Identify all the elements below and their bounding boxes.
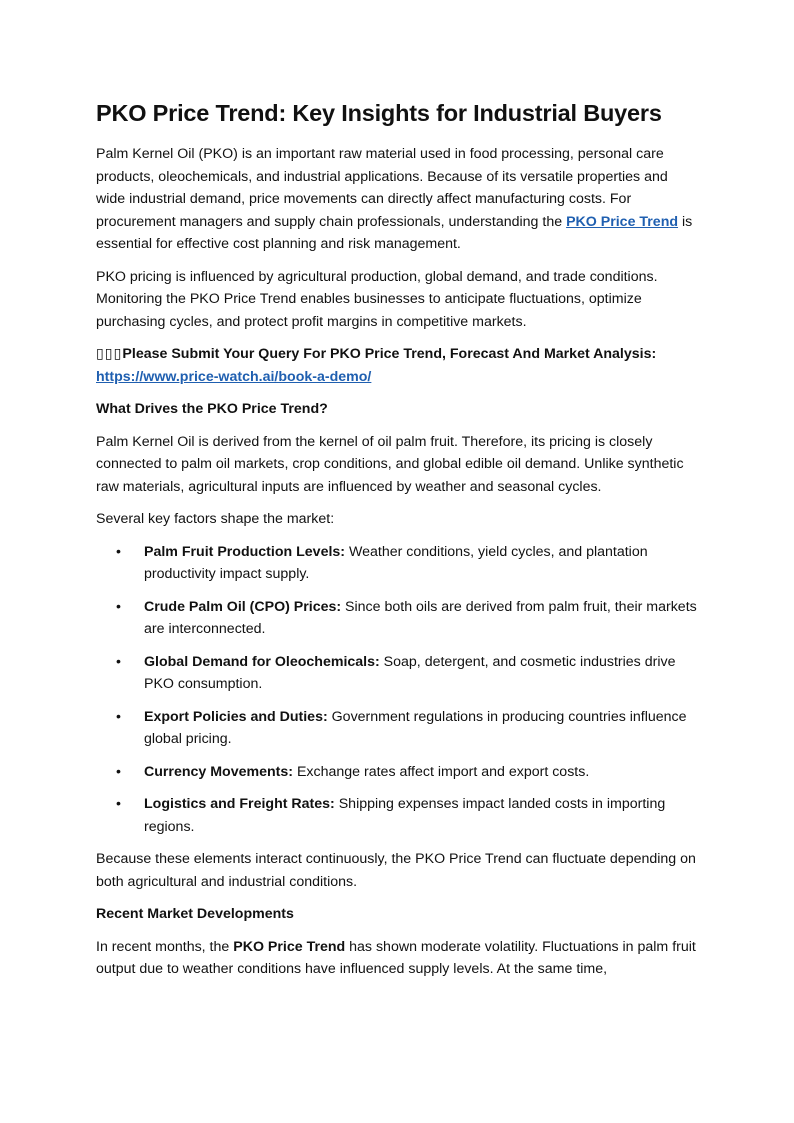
list-item-desc: Soap, detergent, and cosmetic industries drive PKO consumption. [144,653,676,692]
intro-text-end: is essential for effective cost planning and risk management. [96,213,693,252]
bullet-icon: • [116,708,121,725]
list-item-term: Export Policies and Duties: [144,708,328,725]
drivers-paragraph: Palm Kernel Oil is derived from the kernel of oil palm fruit. Therefore, its pricing is closely connected to palm oil markets, crop conditions, and global edible oil demand. Unlike synthetic raw materials, agricultural inputs are influenced by weather and seasonal cycles. [96,433,684,495]
list-item [96,761,698,784]
cta-label: Please Submit Your Query For PKO Price Trend, Forecast And Market Analysis: [122,346,657,362]
section-heading-drivers: What Drives the PKO Price Trend? [96,401,328,417]
factors-list [96,541,698,839]
list-item-desc: Since both oils are derived from palm fruit, their markets are interconnected. [144,598,697,637]
list-item-term: Palm Fruit Production Levels: [144,543,346,560]
bullet-icon: • [116,796,121,812]
list-item-term: Logistics and Freight Rates: [144,796,335,812]
recent-text-end: has shown moderate volatility. Fluctuations in palm fruit output due to weather conditions have influenced supply levels. At the same time, [96,938,696,977]
list-item [96,541,698,586]
list-item [96,651,698,696]
list-item [96,596,698,641]
list-item-term: Global Demand for Oleochemicals: [144,653,380,670]
list-item-desc: Exchange rates affect import and export costs. [293,763,590,780]
list-item-term: Crude Palm Oil (CPO) Prices: [144,598,342,615]
bullet-icon: • [116,543,121,560]
bullet-icon: • [116,763,121,780]
document-body [96,98,698,991]
recent-paragraph [96,936,698,981]
recent-text: In recent months, the [96,938,234,955]
list-item-desc: Weather conditions, yield cycles, and plantation productivity impact supply. [144,543,648,582]
recent-bold-term: PKO Price Trend [233,938,346,955]
book-demo-url-link[interactable]: https://www.price-watch.ai/book-a-demo/ [96,368,372,385]
section-heading-recent: Recent Market Developments [96,906,294,922]
intro-paragraph [96,143,698,256]
bullet-icon: • [116,598,121,615]
list-item-term: Currency Movements: [144,763,294,780]
drivers-closing: Because these elements interact continuously, the PKO Price Trend can fluctuate depending on both agricultural and industrial conditions. [96,851,696,890]
list-item [96,793,698,838]
pko-price-trend-link[interactable]: PKO Price Trend [566,213,679,230]
page-title: PKO Price Trend: Key Insights for Industrial Buyers [96,100,662,126]
intro-text: Palm Kernel Oil (PKO) is an important raw material used in food processing, personal care products, oleochemicals, and industrial applications. Because of its versatile properties and wide industrial demand, price movements can directly affect manufacturing costs. For procurement managers and supply chain professionals, understanding the [96,146,668,230]
factors-lead: Several key factors shape the market: [96,511,335,527]
list-item-desc: Shipping expenses impact landed costs in importing regions. [144,796,666,835]
bullet-icon: • [116,653,121,670]
list-item [96,706,698,751]
emoji-placeholder-icon: ▯▯▯ [96,346,123,362]
pricing-paragraph: PKO pricing is influenced by agricultural production, global demand, and trade conditions. Monitoring the PKO Price Trend enables businesses to anticipate fluctuations, optimize purchasing cycles, and protect profit margins in competitive markets. [96,268,658,330]
list-item-desc: Government regulations in producing countries influence global pricing. [144,708,687,747]
cta-paragraph [96,343,698,388]
